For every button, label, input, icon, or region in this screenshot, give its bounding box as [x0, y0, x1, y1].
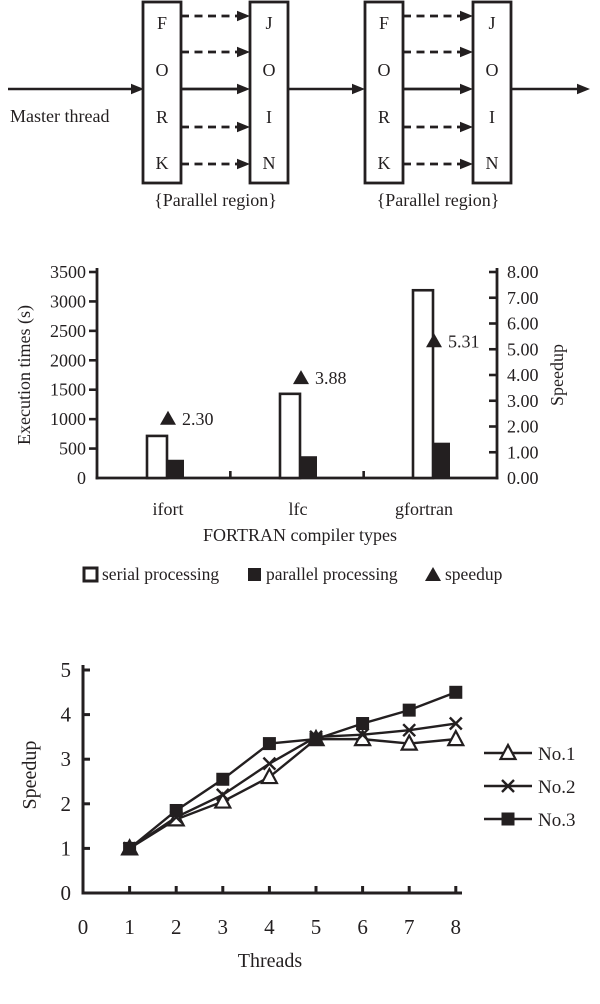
- y-tick-label: 1: [60, 836, 71, 861]
- fork-join-diagram: [0, 0, 600, 220]
- fork-letter: F: [378, 13, 390, 33]
- connector-arrowhead-icon: [352, 84, 365, 94]
- filled-square-marker-icon: [356, 717, 369, 730]
- legend-filled-square-icon: [248, 568, 261, 581]
- join-letter: J: [488, 13, 496, 33]
- y-tick-label: 4: [60, 702, 71, 727]
- join-letter: I: [266, 107, 272, 127]
- thread-arrowhead-icon: [237, 47, 250, 57]
- right-tick-label: 4.00: [507, 365, 539, 385]
- thread-arrowhead-icon: [237, 84, 250, 94]
- legend-label-serial: serial processing: [102, 564, 220, 584]
- exit-arrowhead-icon: [577, 84, 590, 94]
- speedup-value-label: 5.31: [448, 331, 480, 352]
- fork-letter: O: [155, 60, 169, 80]
- legend-label-parallel: parallel processing: [266, 564, 398, 584]
- legend-label-No.2: No.2: [538, 777, 576, 798]
- x-tick-label: 6: [357, 915, 368, 939]
- y-tick-label: 2: [60, 791, 71, 816]
- right-tick-label: 0.00: [507, 468, 539, 488]
- join-letter: N: [262, 153, 276, 173]
- open-triangle-marker-icon: [448, 731, 463, 745]
- thread-arrowhead-icon: [237, 122, 250, 132]
- left-tick-label: 500: [59, 438, 86, 459]
- parallel-region-label: {Parallel region}: [154, 190, 277, 210]
- right-tick-label: 2.00: [507, 416, 539, 437]
- x-axis-title: Threads: [237, 950, 303, 972]
- x-tick-label: 7: [403, 915, 415, 939]
- join-letter: O: [262, 60, 276, 80]
- thread-arrowhead-icon: [460, 122, 473, 132]
- x-axis-title: FORTRAN compiler types: [203, 525, 397, 545]
- right-tick-label: 8.00: [507, 262, 539, 282]
- legend-label-No.1: No.1: [538, 744, 576, 765]
- filled-square-marker-icon: [310, 733, 323, 746]
- right-tick-label: 6.00: [507, 313, 539, 334]
- category-label: lfc: [288, 499, 308, 519]
- join-letter: J: [265, 13, 273, 33]
- left-tick-label: 2500: [50, 320, 86, 341]
- legend-triangle-icon: [425, 567, 441, 581]
- legend-open-square-icon: [84, 568, 97, 581]
- join-letter: N: [485, 153, 499, 173]
- fork-letter: F: [156, 13, 168, 33]
- execution-times-bar-chart: [0, 240, 600, 592]
- filled-square-marker-icon: [263, 737, 276, 750]
- filled-square-marker-icon: [170, 804, 183, 817]
- speedup-value-label: 3.88: [315, 368, 347, 389]
- master-thread-label: Master thread: [10, 106, 110, 126]
- x-tick-label: 2: [170, 915, 182, 939]
- bar-serial-gfortran: [413, 290, 433, 478]
- left-tick-label: 2000: [50, 350, 86, 371]
- thread-arrowhead-icon: [237, 159, 250, 169]
- filled-square-marker-icon: [123, 842, 136, 855]
- thread-arrowhead-icon: [460, 47, 473, 57]
- filled-square-marker-icon: [449, 686, 462, 699]
- fork-letter: K: [377, 153, 391, 173]
- right-tick-label: 1.00: [507, 442, 539, 463]
- x-tick-label: 0: [77, 915, 89, 939]
- speedup-triangle-marker-ifort: [160, 411, 176, 425]
- right-tick-label: 7.00: [507, 287, 539, 308]
- right-tick-label: 3.00: [507, 390, 539, 411]
- speedup-value-label: 2.30: [182, 408, 214, 429]
- filled-square-marker-icon: [216, 773, 229, 786]
- left-tick-label: 0: [77, 468, 86, 488]
- left-tick-label: 1000: [50, 409, 86, 430]
- thread-arrowhead-icon: [460, 84, 473, 94]
- x-tick-label: 3: [217, 915, 229, 939]
- join-letter: I: [489, 107, 495, 127]
- bar-serial-ifort: [147, 436, 167, 478]
- right-tick-label: 5.00: [507, 339, 539, 360]
- legend-label-speedup: speedup: [445, 564, 503, 584]
- bar-parallel-ifort: [167, 460, 184, 478]
- filled-square-marker-icon: [403, 704, 416, 717]
- threads-speedup-line-chart: [0, 620, 600, 1004]
- speedup-triangle-marker-lfc: [293, 370, 309, 384]
- parallel-region-label: {Parallel region}: [376, 190, 500, 210]
- right-axis-title: Speedup: [547, 344, 567, 406]
- thread-arrowhead-icon: [237, 11, 250, 21]
- x-tick-label: 4: [264, 915, 275, 939]
- bar-parallel-gfortran: [433, 443, 450, 478]
- x-tick-label: 1: [124, 915, 135, 939]
- bar-serial-lfc: [280, 394, 300, 478]
- y-tick-label: 0: [60, 881, 71, 905]
- left-axis-title: Execution times (s): [14, 305, 34, 445]
- filled-square-marker-icon: [502, 813, 515, 826]
- bar-parallel-lfc: [300, 456, 317, 478]
- category-label: gfortran: [395, 499, 453, 519]
- thread-arrowhead-icon: [460, 11, 473, 21]
- fork-letter: O: [377, 60, 391, 80]
- left-tick-label: 3500: [50, 262, 86, 282]
- join-letter: O: [485, 60, 499, 80]
- left-tick-label: 3000: [50, 291, 86, 312]
- y-axis-title: Speedup: [19, 740, 41, 810]
- x-tick-label: 5: [310, 915, 322, 939]
- y-tick-label: 5: [60, 658, 71, 682]
- fork-letter: R: [155, 107, 169, 127]
- x-tick-label: 8: [450, 915, 462, 939]
- thread-arrowhead-icon: [460, 159, 473, 169]
- fork-letter: R: [377, 107, 391, 127]
- left-tick-label: 1500: [50, 379, 86, 400]
- series-line-No.1: [130, 739, 456, 848]
- fork-letter: K: [155, 153, 169, 173]
- legend-label-No.3: No.3: [538, 810, 576, 831]
- y-tick-label: 3: [60, 747, 71, 772]
- open-triangle-marker-icon: [262, 769, 277, 783]
- category-label: ifort: [152, 499, 184, 519]
